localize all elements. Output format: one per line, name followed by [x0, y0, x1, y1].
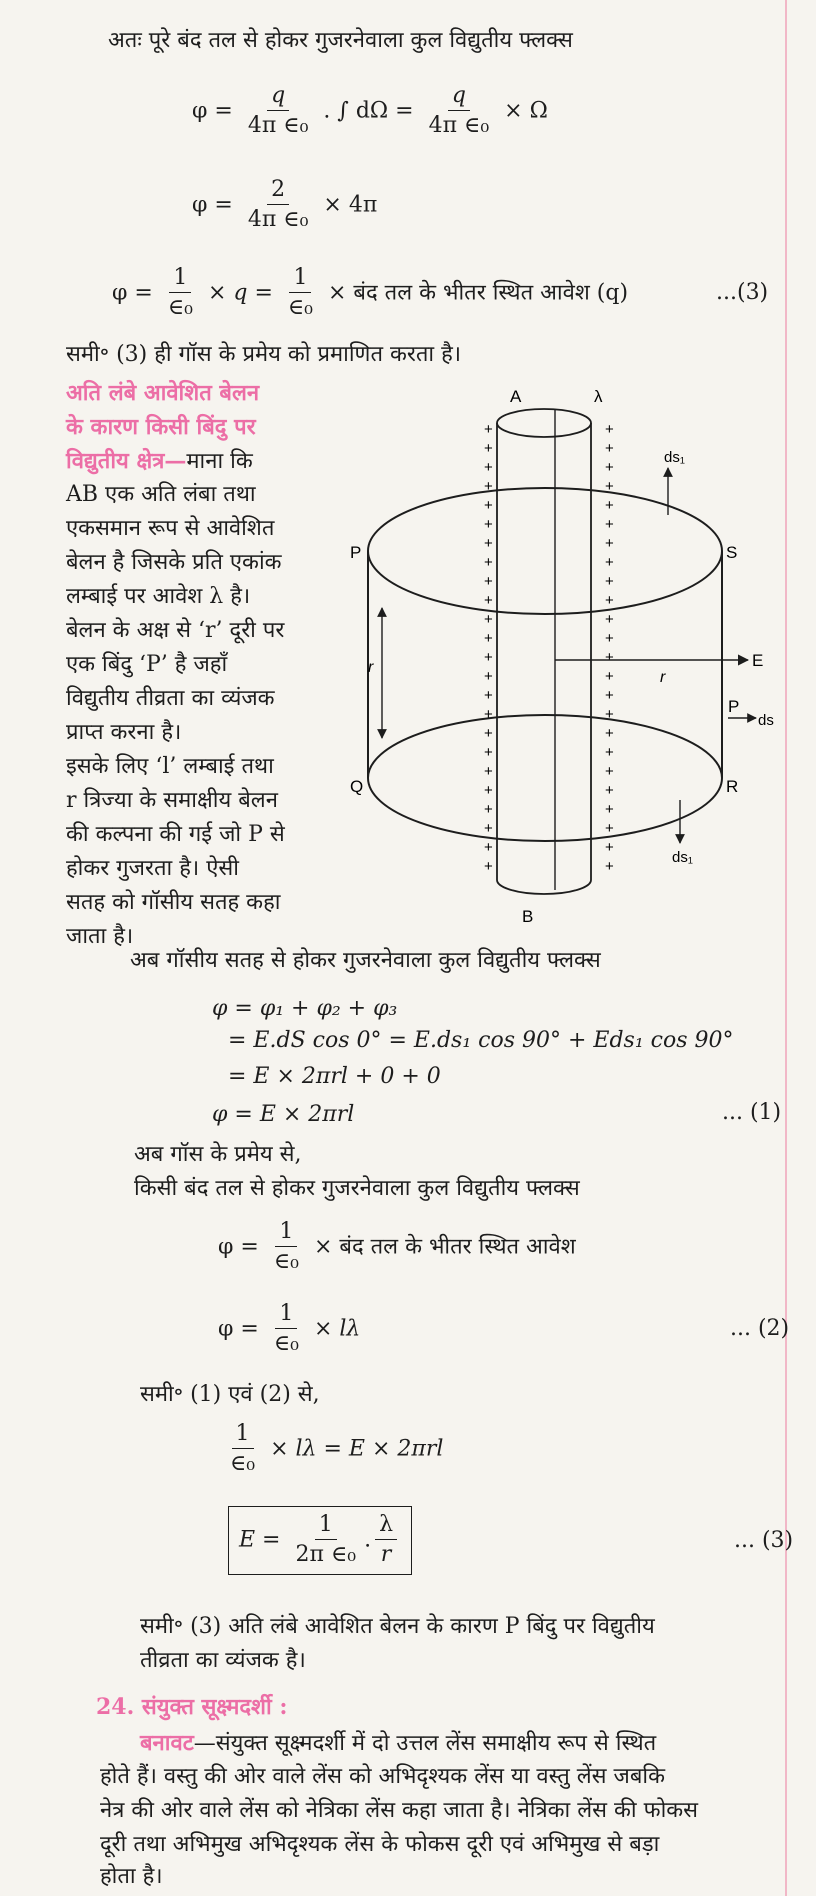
plus-charge: +: [484, 630, 493, 647]
gaussian-top-face: [368, 488, 722, 614]
microscope-text-line-5: होता है।: [100, 1864, 163, 1889]
plus-charge: +: [605, 744, 614, 761]
label-B: B: [522, 907, 534, 926]
plus-charge: +: [605, 706, 614, 723]
plus-charge: +: [484, 820, 493, 837]
plus-charge: +: [605, 592, 614, 609]
plus-charge: +: [484, 782, 493, 799]
equation-flux-4pi: φ = $\frac{2}{\text{4π ∈₀}}$ × 4π: [192, 176, 377, 235]
plus-charge: +: [605, 535, 614, 552]
plus-charge: +: [484, 744, 493, 761]
plus-charge: +: [605, 668, 614, 685]
label-P: P: [350, 543, 362, 562]
from-equations-line: समी॰ (1) एवं (2) से,: [140, 1382, 320, 1407]
plus-charge: +: [484, 535, 493, 552]
microscope-text-line-3: नेत्र की ओर वाले लेंस को नेत्रिका लेंस कहा जाता है। नेत्रिका लेंस की फोकस: [100, 1798, 699, 1823]
plus-charge: +: [605, 763, 614, 780]
plus-charge: +: [484, 573, 493, 590]
result-equation-box: [228, 1506, 412, 1575]
equation-flux-solid-angle: φ = $\frac{q}{\text{4π ∈₀}}$ . ∫ dΩ = $\frac{q}{\text{4π ∈₀}}$ × Ω: [192, 82, 548, 141]
derivation-line-4: φ = E × 2πrl: [212, 1102, 355, 1127]
plus-charge: +: [484, 592, 493, 609]
plus-charge: +: [484, 763, 493, 780]
fraction: $\frac{1}{\text{∈₀}}$: [287, 265, 313, 320]
section-heading-line-1: अति लंबे आवेशित बेलन: [66, 380, 260, 406]
equation-number: ... (2): [730, 1316, 790, 1341]
plus-charge: +: [605, 478, 614, 495]
plus-charge: +: [484, 440, 493, 457]
plus-charge: +: [484, 554, 493, 571]
plus-charge: +: [484, 687, 493, 704]
equation-equate: $\frac{1}{\text{∈₀}}$ × lλ = E × 2πrl: [222, 1420, 443, 1479]
plus-charge: +: [605, 839, 614, 856]
fraction: $\frac{1}{\text{∈₀}}$: [230, 1421, 256, 1476]
label-Q: Q: [350, 777, 364, 796]
label-lambda: λ: [594, 387, 603, 406]
label-ds1-bottom: ds₁: [672, 849, 693, 866]
section-para-2-line: की कल्पना की गई जो P से: [66, 822, 285, 847]
fraction: $\frac{2}{\text{4π ∈₀}}$: [247, 177, 309, 232]
section-para-1-line: प्राप्त करना है।: [66, 720, 182, 745]
fraction: $\frac{1}{\text{2π ∈₀}}$: [295, 1512, 357, 1567]
gauss-theorem-line: अब गॉस के प्रमेय से,: [134, 1142, 302, 1167]
fraction: $\frac{\lambda}{r}$: [375, 1511, 397, 1570]
plus-charge: +: [605, 516, 614, 533]
section-para-1-line: लम्बाई पर आवेश λ है।: [66, 584, 251, 609]
gaussian-flux-heading: अब गॉसीय सतह से होकर गुजरनेवाला कुल विद्युतीय फ्लक्स: [130, 948, 601, 973]
plus-charge: +: [605, 497, 614, 514]
plus-charge: +: [484, 706, 493, 723]
charged-cylinder-top: [497, 409, 591, 437]
label-r-height: r: [368, 659, 374, 676]
page-margin-line: [785, 0, 787, 1896]
label-ds: ds: [758, 712, 774, 729]
equation-number: ... (3): [734, 1528, 794, 1553]
label-R: R: [726, 777, 739, 796]
equation-flux-l-lambda: φ = $\frac{1}{\text{∈₀}}$ × lλ: [218, 1300, 360, 1359]
section-para-2-line: इसके लिए ‘l’ लम्बाई तथा: [66, 754, 274, 779]
conclusion-line-1: समी॰ (3) अति लंबे आवेशित बेलन के कारण P बिंदु पर विद्युतीय: [140, 1614, 655, 1639]
plus-charge: +: [484, 497, 493, 514]
fraction: $\frac{q}{\text{4π ∈₀}}$: [247, 83, 309, 138]
label-E: E: [752, 651, 764, 670]
plus-charge: +: [605, 649, 614, 666]
plus-charge: +: [605, 611, 614, 628]
microscope-heading: 24. संयुक्त सूक्ष्मदर्शी :: [96, 1694, 288, 1720]
gauss-flux-line: किसी बंद तल से होकर गुजरनेवाला कुल विद्युतीय फ्लक्स: [134, 1176, 580, 1201]
label-P-point: P: [728, 697, 740, 716]
plus-charge: +: [484, 801, 493, 818]
equation-number: ... (1): [722, 1100, 782, 1125]
fraction: $\frac{1}{\text{∈₀}}$: [167, 265, 193, 320]
plus-charge: +: [605, 573, 614, 590]
microscope-text-line-1: बनावट—संयुक्त सूक्ष्मदर्शी में दो उत्तल लेंस समाक्षीय रूप से स्थित: [140, 1730, 657, 1756]
plus-charge: +: [605, 421, 614, 438]
section-para-1-line: एक बिंदु ‘P’ है जहाँ: [66, 652, 228, 677]
section-para-2-line: होकर गुजरता है। ऐसी: [66, 856, 239, 881]
plus-charge: +: [484, 725, 493, 742]
section-para-1-line: बेलन के अक्ष से ‘r’ दूरी पर: [66, 618, 285, 643]
derivation-line-1: φ = φ₁ + φ₂ + φ₃: [212, 996, 398, 1021]
plus-charge: +: [484, 668, 493, 685]
section-para-1-line: एकसमान रूप से आवेशित: [66, 516, 275, 541]
plus-charge: +: [605, 820, 614, 837]
gaussian-bottom-face: [368, 715, 722, 841]
plus-charge: +: [605, 440, 614, 457]
plus-charge: +: [484, 839, 493, 856]
plus-charge: +: [605, 687, 614, 704]
plus-charge: +: [484, 478, 493, 495]
plus-charge: +: [484, 611, 493, 628]
plus-charge: +: [484, 516, 493, 533]
fraction: $\frac{q}{\text{4π ∈₀}}$: [428, 83, 490, 138]
section-para-1-line: AB एक अति लंबा तथा: [66, 482, 256, 507]
plus-charge: +: [605, 725, 614, 742]
boxed-result: E = $\frac{1}{\text{2π ∈₀}}$ . $\frac{\lambda}{r}$: [228, 1506, 412, 1575]
gaussian-cylinder-diagram: [340, 372, 780, 932]
label-A: A: [510, 387, 522, 406]
plus-charge: +: [484, 858, 493, 875]
flux-heading: अतः पूरे बंद तल से होकर गुजरनेवाला कुल विद्युतीय फ्लक्स: [108, 28, 573, 53]
section-para-1-line: विद्युतीय तीव्रता का व्यंजक: [66, 686, 275, 711]
plus-charge: +: [605, 459, 614, 476]
plus-charge: +: [484, 459, 493, 476]
plus-charge: +: [605, 801, 614, 818]
plus-charge: +: [484, 649, 493, 666]
equation-flux-charge: φ = $\frac{1}{\text{∈₀}}$ × बंद तल के भीतर स्थित आवेश: [218, 1218, 576, 1277]
fraction: $\frac{1}{\text{∈₀}}$: [273, 1219, 299, 1274]
plus-charge: +: [484, 421, 493, 438]
conclusion-line-2: तीव्रता का व्यंजक है।: [140, 1648, 306, 1673]
derivation-line-3: = E × 2πrl + 0 + 0: [228, 1064, 441, 1089]
plus-charge: +: [605, 554, 614, 571]
label-ds1-top: ds₁: [664, 449, 685, 466]
section-para-2-line: r त्रिज्या के समाक्षीय बेलन: [66, 788, 278, 813]
plus-charge: +: [605, 630, 614, 647]
equation-gauss-law: φ = $\frac{1}{\text{∈₀}}$ × q = $\frac{1}{\text{∈₀}}$ × बंद तल के भीतर स्थित आवेश (q): [112, 264, 628, 323]
derivation-line-2: = E.dS cos 0° = E.ds₁ cos 90° + Eds₁ cos 90°: [228, 1028, 734, 1053]
gauss-proof-statement: समी॰ (3) ही गॉस के प्रमेय को प्रमाणित करता है।: [66, 342, 462, 367]
section-para-1-line-1: विद्युतीय क्षेत्र—माना कि: [66, 448, 253, 474]
equation-number: ...(3): [716, 280, 769, 305]
fraction: $\frac{1}{\text{∈₀}}$: [273, 1301, 299, 1356]
plus-charge: +: [605, 782, 614, 799]
plus-charge: +: [605, 858, 614, 875]
label-S: S: [726, 543, 738, 562]
charged-cylinder-bottom: [497, 880, 591, 894]
section-para-2-line: जाता है।: [66, 924, 134, 949]
label-r-radius: r: [660, 669, 666, 686]
section-heading-line-2: के कारण किसी बिंदु पर: [66, 414, 256, 440]
section-para-1-line: बेलन है जिसके प्रति एकांक: [66, 550, 282, 575]
section-para-2-line: सतह को गॉसीय सतह कहा: [66, 890, 281, 915]
microscope-text-line-4: दूरी तथा अभिमुख अभिदृश्यक लेंस के फोकस दूरी एवं अभिमुख से बड़ा: [100, 1832, 660, 1857]
microscope-text-line-2: होते हैं। वस्तु की ओर वाले लेंस को अभिदृश्यक लेंस या वस्तु लेंस जबकि: [100, 1764, 666, 1789]
